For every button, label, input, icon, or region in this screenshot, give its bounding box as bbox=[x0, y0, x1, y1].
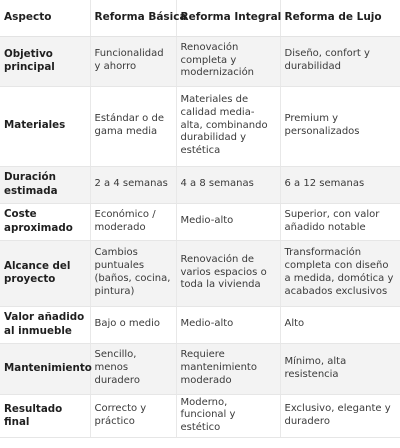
table-row bbox=[0, 306, 400, 343]
table-row bbox=[0, 203, 400, 240]
row-aspect-label: Resultado final bbox=[0, 394, 90, 437]
cell-integral: Medio-alto bbox=[176, 203, 280, 240]
table-row bbox=[0, 36, 400, 86]
table-row bbox=[0, 343, 400, 394]
cell-lujo: Diseño, confort y durabilidad bbox=[280, 36, 400, 86]
cell-integral: Requiere mantenimiento moderado bbox=[176, 343, 280, 394]
row-aspect-label: Coste aproximado bbox=[0, 203, 90, 240]
cell-basica: Cambios puntuales (baños, cocina, pintura) bbox=[90, 240, 176, 306]
cell-integral: Medio-alto bbox=[176, 306, 280, 343]
cell-integral: Renovación de varios espacios o toda la vivienda bbox=[176, 240, 280, 306]
cell-integral: Materiales de calidad media-alta, combinando durabilidad y estética bbox=[176, 86, 280, 166]
cell-basica: 2 a 4 semanas bbox=[90, 166, 176, 203]
table-row bbox=[0, 240, 400, 306]
cell-integral: 4 a 8 semanas bbox=[176, 166, 280, 203]
header-reforma-de-lujo: Reforma de Lujo bbox=[280, 0, 400, 36]
cell-basica: Funcionalidad y ahorro bbox=[90, 36, 176, 86]
cell-integral: Renovación completa y modernización bbox=[176, 36, 280, 86]
cell-lujo: Mínimo, alta resistencia bbox=[280, 343, 400, 394]
cell-integral: Moderno, funcional y estético bbox=[176, 394, 280, 437]
cell-lujo: Premium y personalizados bbox=[280, 86, 400, 166]
header-reforma-basica: Reforma Básica bbox=[90, 0, 176, 36]
table-body bbox=[0, 36, 400, 437]
row-aspect-label: Alcance del proyecto bbox=[0, 240, 90, 306]
cell-basica: Sencillo, menos duradero bbox=[90, 343, 176, 394]
cell-lujo: Transformación completa con diseño a medida, domótica y acabados exclusivos bbox=[280, 240, 400, 306]
row-aspect-label: Materiales bbox=[0, 86, 90, 166]
row-aspect-label: Objetivo principal bbox=[0, 36, 90, 86]
row-aspect-label: Mantenimiento bbox=[0, 343, 90, 394]
header-aspecto: Aspecto bbox=[0, 0, 90, 36]
header-reforma-integral: Reforma Integral bbox=[176, 0, 280, 36]
cell-lujo: Alto bbox=[280, 306, 400, 343]
cell-basica: Bajo o medio bbox=[90, 306, 176, 343]
row-aspect-label: Duración estimada bbox=[0, 166, 90, 203]
table-row bbox=[0, 86, 400, 166]
table-row bbox=[0, 394, 400, 437]
row-aspect-label: Valor añadido al inmueble bbox=[0, 306, 90, 343]
cell-basica: Económico / moderado bbox=[90, 203, 176, 240]
cell-lujo: Exclusivo, elegante y duradero bbox=[280, 394, 400, 437]
cell-basica: Estándar o de gama media bbox=[90, 86, 176, 166]
cell-lujo: Superior, con valor añadido notable bbox=[280, 203, 400, 240]
cell-lujo: 6 a 12 semanas bbox=[280, 166, 400, 203]
cell-basica: Correcto y práctico bbox=[90, 394, 176, 437]
table-header bbox=[0, 0, 400, 36]
header-row bbox=[0, 0, 400, 36]
table-row bbox=[0, 166, 400, 203]
